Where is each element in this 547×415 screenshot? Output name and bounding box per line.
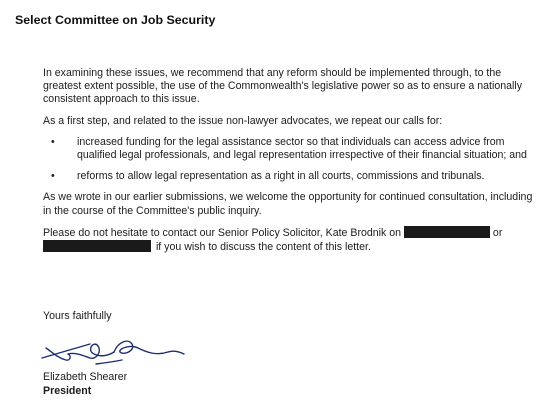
- list-item: [43, 136, 533, 162]
- bullet-icon: •: [51, 135, 55, 148]
- signer-name: Elizabeth Shearer: [43, 371, 128, 383]
- contact-text-start: Please do not hesitate to contact our Senior Policy Solicitor, Kate Brodnik on: [43, 226, 404, 239]
- redacted-email: [43, 240, 151, 252]
- paragraph-first-step: As a first step, and related to the issue non-lawyer advocates, we repeat our calls for:: [43, 114, 443, 127]
- contact-text-or: or: [489, 226, 503, 239]
- list-item-text: increased funding for the legal assistance sector so that individuals can access advice from qualified legal professionals, and legal representation irrespective of their financial situation; and: [77, 135, 527, 162]
- redacted-phone: [404, 226, 490, 238]
- calls-list: [43, 136, 533, 184]
- letter-body: [43, 67, 533, 262]
- handwritten-signature: [38, 330, 188, 370]
- contact-text-end: if you wish to discuss the content of this letter.: [153, 241, 371, 254]
- paragraph-contact: [43, 226, 533, 254]
- list-item: [43, 170, 533, 183]
- paragraph-recommendation: In examining these issues, we recommend that any reform should be implemented through, to the greatest extent possible, the use of the Commonwealth's legislative power so as to ensure a nationally consistent approach to this issue.: [43, 67, 523, 106]
- paragraph-consultation: As we wrote in our earlier submissions, we welcome the opportunity for continued consultation, including in the course of the Committee's public inquiry.: [43, 191, 533, 217]
- document-header-title: Select Committee on Job Security: [15, 13, 216, 27]
- closing-salutation: Yours faithfully: [43, 310, 112, 322]
- signer-title: President: [43, 385, 92, 397]
- bullet-icon: •: [51, 170, 55, 183]
- list-item-text: reforms to allow legal representation as a right in all courts, commissions and tribunals.: [77, 170, 485, 183]
